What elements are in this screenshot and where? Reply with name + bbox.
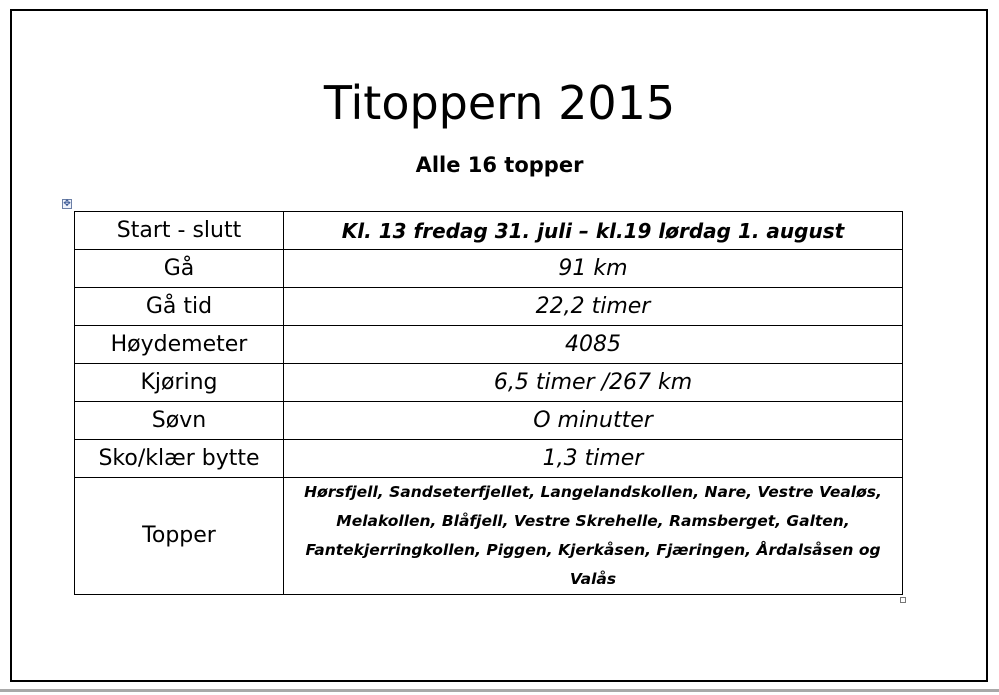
row-value: 1,3 timer <box>284 440 903 478</box>
table-row <box>75 402 903 440</box>
table-move-handle-icon[interactable]: ✥ <box>63 199 71 209</box>
row-label: Gå <box>75 250 284 288</box>
row-label: Gå tid <box>75 288 284 326</box>
summary-table <box>74 211 903 595</box>
page-title: Titoppern 2015 <box>323 76 676 130</box>
table-row <box>75 440 903 478</box>
table-resize-handle[interactable] <box>900 597 906 603</box>
row-label: Søvn <box>75 402 284 440</box>
row-label: Topper <box>75 478 284 595</box>
row-value: Kl. 13 fredag 31. juli – kl.19 lørdag 1. august <box>284 212 903 250</box>
table-row <box>75 212 903 250</box>
row-value: O minutter <box>284 402 903 440</box>
page-subtitle: Alle 16 topper <box>415 153 584 177</box>
row-value: 91 km <box>284 250 903 288</box>
table-row <box>75 250 903 288</box>
table-row <box>75 478 903 595</box>
row-value: 22,2 timer <box>284 288 903 326</box>
row-value: 6,5 timer /267 km <box>284 364 903 402</box>
row-label: Kjøring <box>75 364 284 402</box>
table-row <box>75 364 903 402</box>
row-value: Hørsfjell, Sandseterfjellet, Langelandskollen, Nare, Vestre Vealøs, Melakollen, Blåfjell, Vestre Skrehelle, Ramsberget, Galten, Fantekjerringkollen, Piggen, Kjerkåsen, Fjæringen, Årdalsåsen og Valås <box>284 478 903 595</box>
row-label: Sko/klær bytte <box>75 440 284 478</box>
bottom-divider <box>0 689 999 692</box>
row-label: Høydemeter <box>75 326 284 364</box>
table-row <box>75 326 903 364</box>
table-row <box>75 288 903 326</box>
row-value: 4085 <box>284 326 903 364</box>
row-label: Start - slutt <box>75 212 284 250</box>
